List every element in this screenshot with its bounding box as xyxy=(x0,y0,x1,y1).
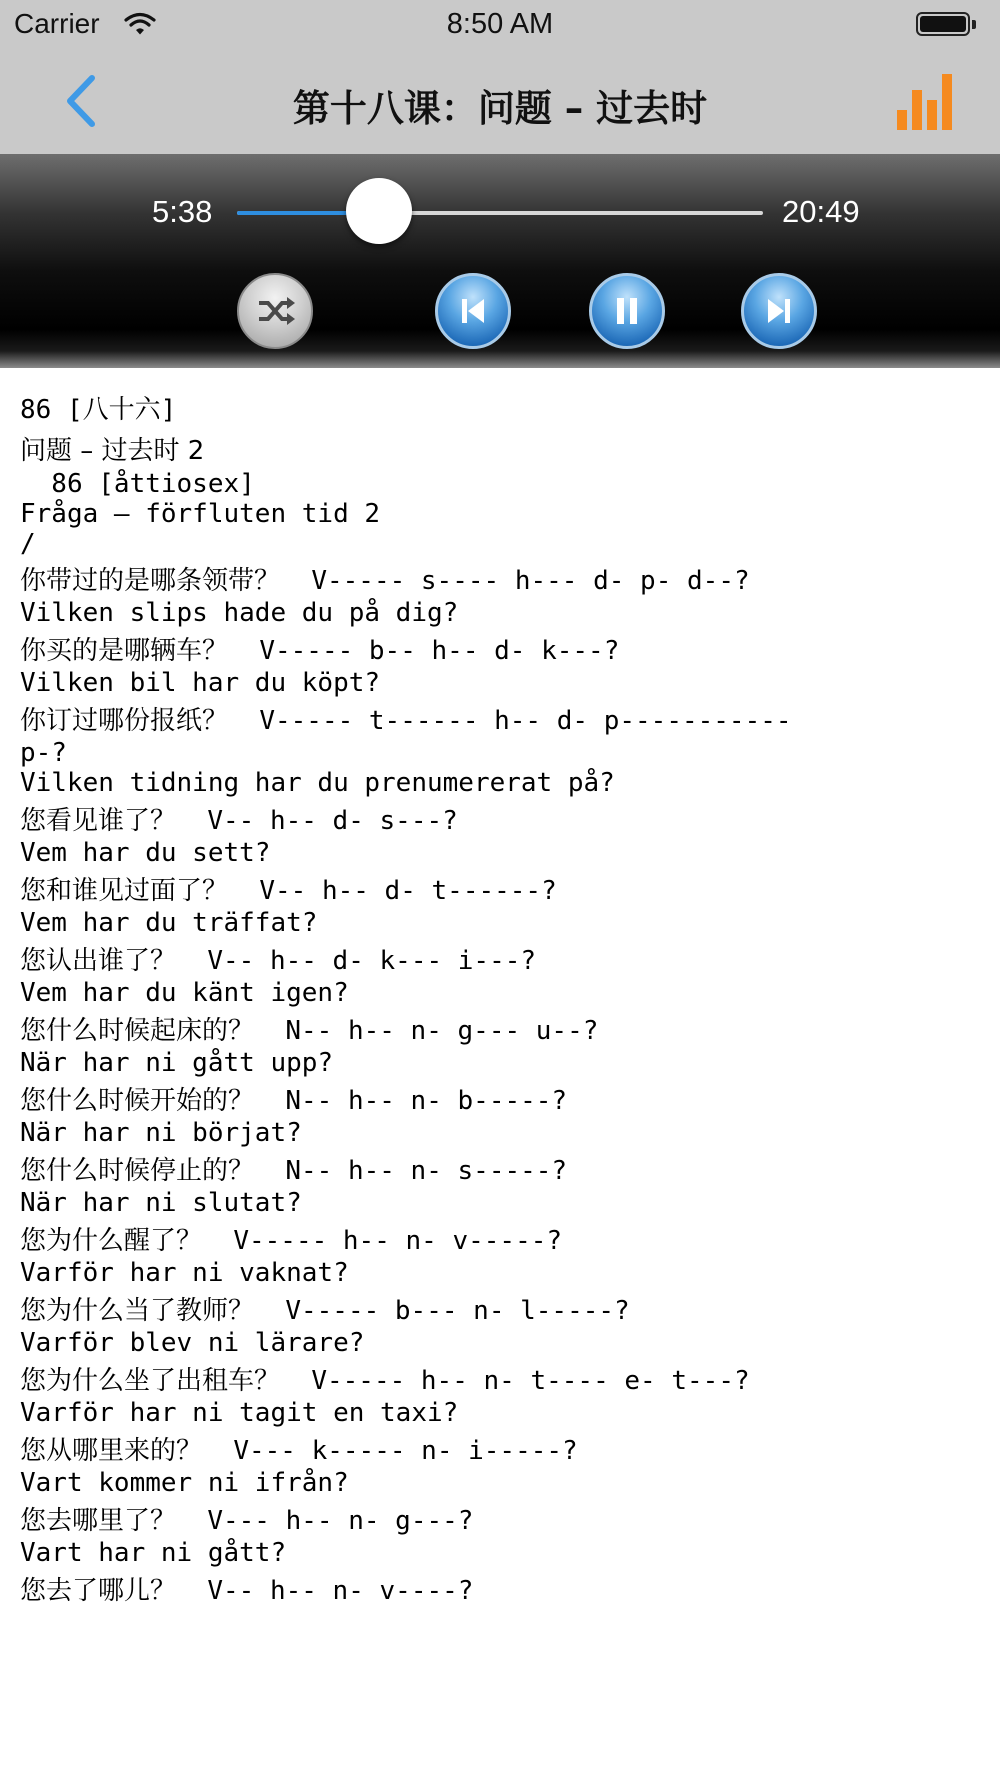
phrase-hint: V----- h-- n- t---- e- t---? xyxy=(311,1366,750,1396)
phrase-hint-wrap: p-? xyxy=(20,738,67,768)
phrase-hint: V-- h-- n- v----? xyxy=(207,1576,474,1606)
phrase-hint: V----- t------ h-- d- p----------- xyxy=(259,706,792,736)
phrase-zh-line xyxy=(20,1295,980,1327)
battery-icon xyxy=(916,12,978,38)
progress-thumb[interactable] xyxy=(346,178,412,244)
phrase-sv: När har ni slutat? xyxy=(20,1188,302,1218)
next-button[interactable] xyxy=(741,273,817,349)
phrase-zh-line xyxy=(20,945,980,977)
phrase-zh-line xyxy=(20,805,980,837)
pause-button[interactable] xyxy=(589,273,665,349)
phrase-hint: V----- s---- h--- d- p- d--? xyxy=(311,566,750,596)
phrase-zh: 您为什么醒了？ xyxy=(20,1226,203,1256)
phrase-hint: V--- h-- n- g---? xyxy=(207,1506,474,1536)
phrase-hint: N-- h-- n- b-----? xyxy=(285,1086,568,1116)
phrase-sv: Vilken tidning har du prenumererat på? xyxy=(20,768,615,798)
phrase-zh-line xyxy=(20,1365,980,1397)
phrase-zh: 你买的是哪辆车？ xyxy=(20,636,229,666)
phrase-hint: V----- h-- n- v-----? xyxy=(233,1226,563,1256)
phrase-sv: Vilken slips hade du på dig? xyxy=(20,598,459,628)
total-duration: 20:49 xyxy=(782,194,860,229)
phrase-sv: Varför har ni vaknat? xyxy=(20,1258,349,1288)
phrase-hint: V----- b--- n- l-----? xyxy=(285,1296,630,1326)
phrase-hint: V----- b-- h-- d- k---? xyxy=(259,636,620,666)
phrase-zh-line xyxy=(20,1155,980,1187)
phrase-hint: V--- k----- n- i-----? xyxy=(233,1436,578,1466)
phrase-hint: N-- h-- n- g--- u--? xyxy=(285,1016,599,1046)
pause-icon xyxy=(592,276,662,346)
page-title: 第十八课：问题 – 过去时 xyxy=(292,87,708,130)
phrase-zh: 您认出谁了？ xyxy=(20,946,177,976)
top-bar xyxy=(0,0,1000,154)
phrase-sv: Vart kommer ni ifrån? xyxy=(20,1468,349,1498)
phrase-sv: Vart har ni gått? xyxy=(20,1538,287,1568)
status-bar xyxy=(0,0,1000,50)
phrase-zh-line xyxy=(20,1225,980,1257)
status-time: 8:50 AM xyxy=(446,8,554,40)
skip-previous-icon xyxy=(438,276,508,346)
phrase-sv: Varför blev ni lärare? xyxy=(20,1328,365,1358)
carrier-label: Carrier xyxy=(14,8,100,39)
phrase-zh-line xyxy=(20,1085,980,1117)
shuffle-button[interactable] xyxy=(237,273,313,349)
phrase-zh: 您去了哪儿？ xyxy=(20,1576,177,1606)
phrase-zh-line xyxy=(20,875,980,907)
shuffle-icon xyxy=(239,275,311,347)
phrase-zh-line xyxy=(20,565,980,597)
phrase-hint: N-- h-- n- s-----? xyxy=(285,1156,568,1186)
back-chevron-icon[interactable] xyxy=(62,72,102,130)
phrase-sv: Vem har du känt igen? xyxy=(20,978,349,1008)
phrase-hint: V-- h-- d- k--- i---? xyxy=(207,946,537,976)
phrase-zh: 你订过哪份报纸？ xyxy=(20,706,229,736)
phrase-zh: 您看见谁了？ xyxy=(20,806,177,836)
lesson-number-zh: 86 [八十六] xyxy=(20,395,177,425)
separator-slash: / xyxy=(20,529,36,559)
previous-button[interactable] xyxy=(435,273,511,349)
lesson-text xyxy=(0,368,1000,1778)
phrase-zh-line xyxy=(20,1575,980,1607)
phrase-sv: Vilken bil har du köpt? xyxy=(20,668,381,698)
phrase-sv: När har ni gått upp? xyxy=(20,1048,334,1078)
phrase-zh: 你带过的是哪条领带？ xyxy=(20,566,281,596)
phrase-sv: Vem har du träffat? xyxy=(20,908,318,938)
skip-next-icon xyxy=(744,276,814,346)
lesson-title-zh: 问题 – 过去时 2 xyxy=(20,436,205,466)
phrase-zh-line xyxy=(20,1435,980,1467)
phrase-sv: När har ni börjat? xyxy=(20,1118,302,1148)
phrase-sv: Varför har ni tagit en taxi? xyxy=(20,1398,459,1428)
phrase-zh: 您去哪里了？ xyxy=(20,1506,177,1536)
audio-player xyxy=(0,154,1000,368)
progress-track[interactable] xyxy=(237,211,763,215)
phrase-zh-line xyxy=(20,1015,980,1047)
phrase-zh: 您什么时候起床的？ xyxy=(20,1016,255,1046)
elapsed-time: 5:38 xyxy=(152,194,213,229)
phrase-zh: 您什么时候开始的？ xyxy=(20,1086,255,1116)
phrase-zh: 您为什么当了教师？ xyxy=(20,1296,255,1326)
chart-icon[interactable] xyxy=(897,72,953,130)
lesson-number-sv: 86 [åttiosex] xyxy=(20,469,255,499)
phrase-zh-line xyxy=(20,705,980,737)
phrase-zh: 您什么时候停止的？ xyxy=(20,1156,255,1186)
lesson-title-sv: Fråga – förfluten tid 2 xyxy=(20,499,381,529)
phrase-zh-line xyxy=(20,1505,980,1537)
phrase-zh-line xyxy=(20,635,980,667)
phrase-hint: V-- h-- d- s---? xyxy=(207,806,458,836)
phrase-hint: V-- h-- d- t------? xyxy=(259,876,557,906)
phrase-zh: 您为什么坐了出租车？ xyxy=(20,1366,281,1396)
phrase-zh: 您从哪里来的？ xyxy=(20,1436,203,1466)
phrase-sv: Vem har du sett? xyxy=(20,838,271,868)
phrase-zh: 您和谁见过面了？ xyxy=(20,876,229,906)
